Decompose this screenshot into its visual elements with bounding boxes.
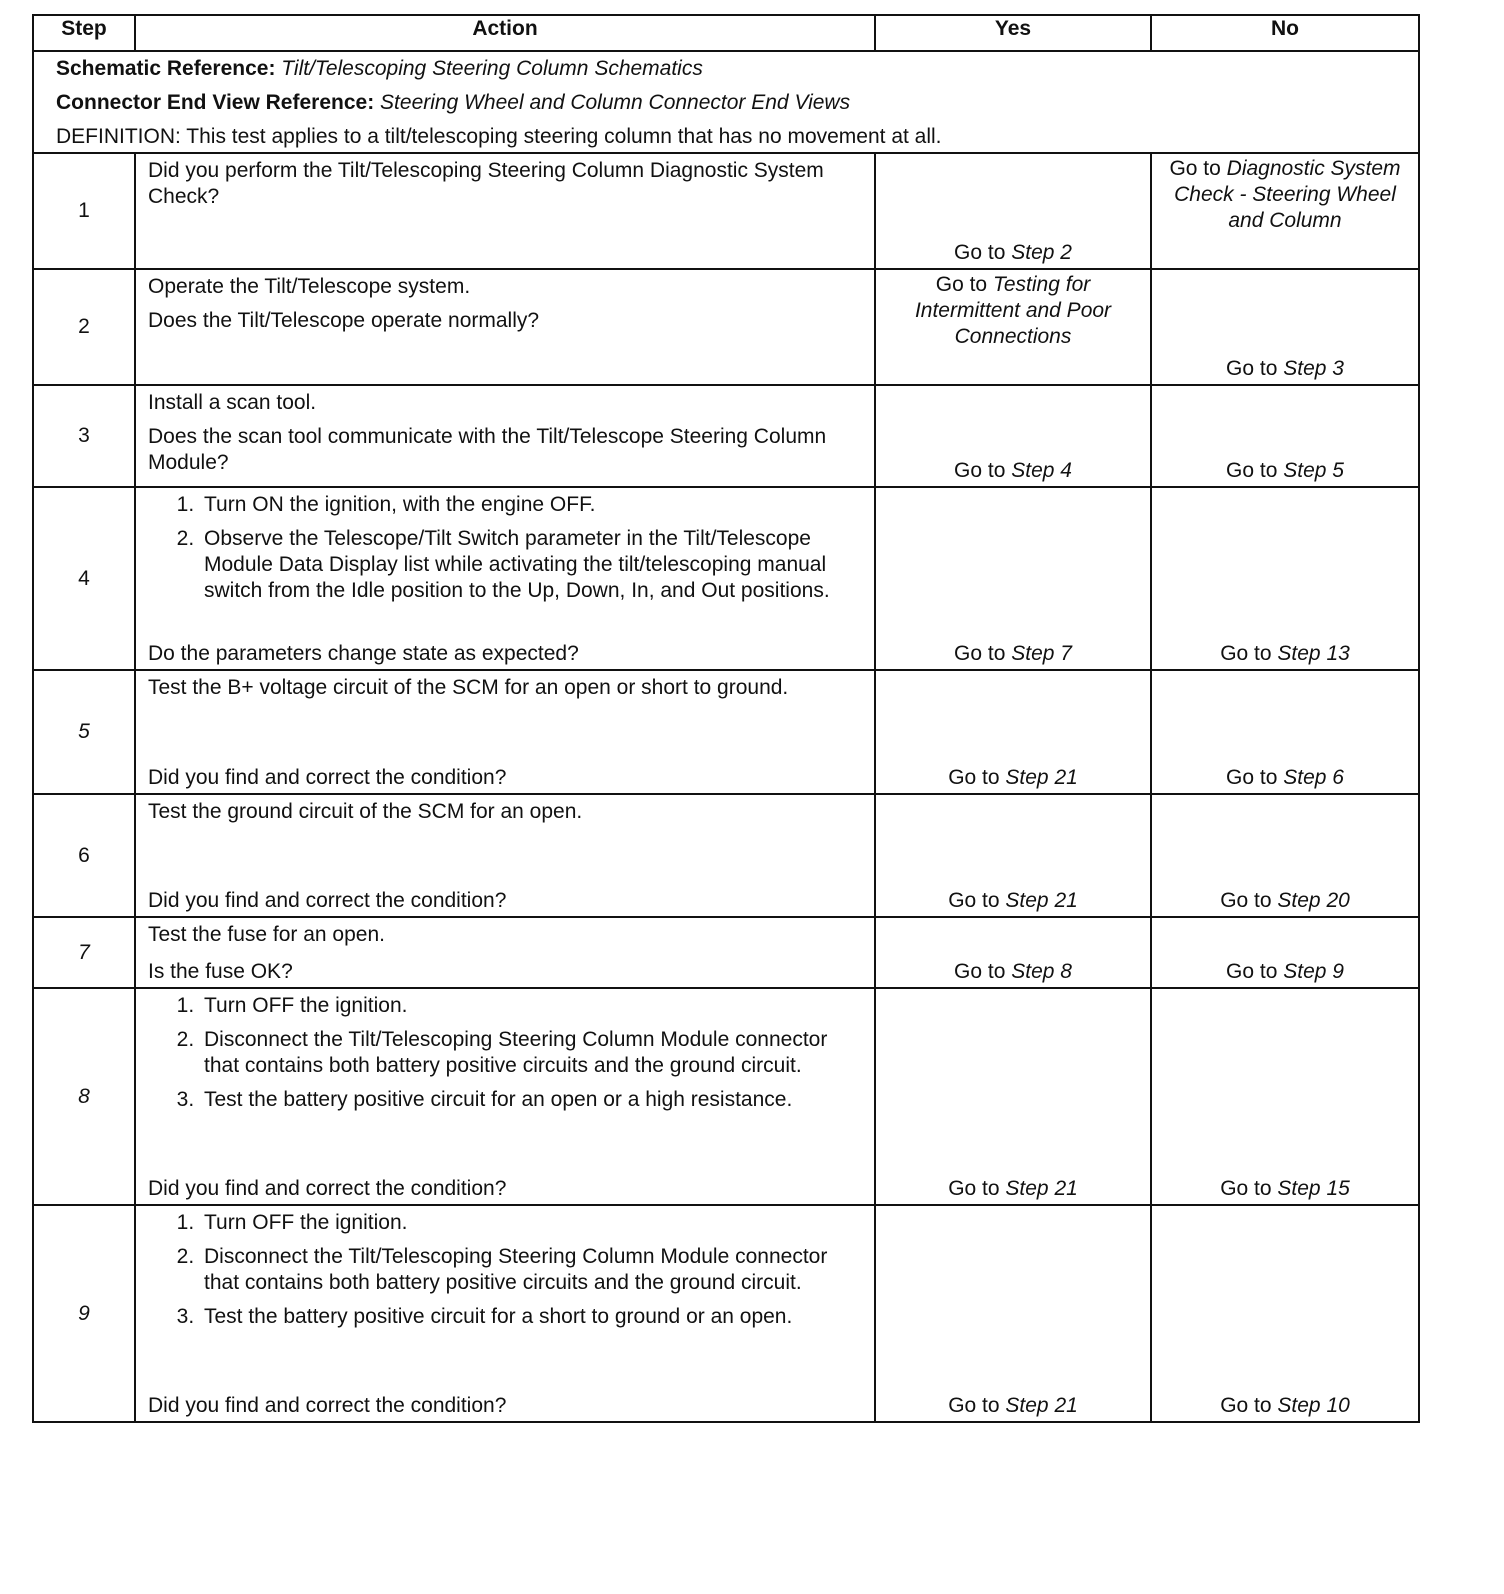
action-question: Did you find and correct the condition? <box>148 889 507 912</box>
goto-link[interactable]: Step 21 <box>1005 766 1078 789</box>
step-number: 7 <box>33 917 135 988</box>
goto-prefix: Go to <box>954 960 1006 983</box>
table-row <box>33 153 1419 269</box>
goto-link[interactable]: Step 21 <box>1005 1394 1078 1417</box>
goto-prefix: Go to <box>948 1394 1000 1417</box>
goto-link[interactable]: Step 4 <box>1011 459 1072 482</box>
action-question: Do the parameters change state as expected? <box>148 642 579 665</box>
action-step: 1. Turn OFF the ignition. <box>200 1210 864 1236</box>
action-content <box>148 922 864 985</box>
action-step: 2. Observe the Telescope/Tilt Switch parameter in the Tilt/Telescope Module Data Display list while activating the tilt/telescoping manual switch from the Idle position to the Up, Down, In, and Out positions. <box>200 526 864 604</box>
action-cell <box>135 988 875 1205</box>
header-row <box>33 15 1419 51</box>
action-content <box>148 799 864 914</box>
goto-link[interactable]: Step 9 <box>1283 960 1344 983</box>
yes-cell <box>875 670 1151 794</box>
goto-prefix: Go to <box>1220 642 1272 665</box>
table-row <box>33 1205 1419 1422</box>
action-question: Is the fuse OK? <box>148 960 293 983</box>
table-row <box>33 917 1419 988</box>
action-cell <box>135 153 875 269</box>
yes-cell <box>875 917 1151 988</box>
no-cell <box>1151 269 1419 385</box>
action-cell <box>135 1205 875 1422</box>
goto-prefix: Go to <box>1226 960 1278 983</box>
table-row <box>33 988 1419 1205</box>
action-step: 1. Turn ON the ignition, with the engine OFF. <box>200 492 864 518</box>
reference-cell <box>33 51 1419 153</box>
goto-prefix: Go to <box>1226 459 1278 482</box>
header-step: Step <box>33 15 135 51</box>
no-cell <box>1151 794 1419 917</box>
goto-link[interactable]: Step 3 <box>1283 357 1344 380</box>
goto-prefix: Go to <box>1226 766 1278 789</box>
definition: DEFINITION: This test applies to a tilt/telescoping steering column that has no movement at all. <box>56 125 942 148</box>
header-no: No <box>1151 15 1419 51</box>
connector-reference-link[interactable]: Steering Wheel and Column Connector End Views <box>380 91 851 114</box>
no-cell <box>1151 153 1419 269</box>
action-text: Operate the Tilt/Telescope system. <box>148 275 471 298</box>
header-yes: Yes <box>875 15 1151 51</box>
action-step: 1. Turn OFF the ignition. <box>200 993 864 1019</box>
yes-cell <box>875 487 1151 670</box>
action-content <box>148 390 864 484</box>
step-number: 6 <box>33 794 135 917</box>
action-step: 2. Disconnect the Tilt/Telescoping Steering Column Module connector that contains both battery positive circuits and the ground circuit. <box>200 1027 864 1079</box>
goto-prefix: Go to <box>954 241 1006 264</box>
goto-prefix: Go to <box>1226 357 1278 380</box>
action-content <box>148 1210 864 1419</box>
action-content <box>148 274 864 382</box>
table-row <box>33 487 1419 670</box>
action-text: Install a scan tool. <box>148 391 317 414</box>
step-number: 9 <box>33 1205 135 1422</box>
goto-link[interactable]: Step 10 <box>1277 1394 1350 1417</box>
goto-link[interactable]: Testing for Intermittent and Poor Connections <box>914 273 1112 348</box>
goto-link[interactable]: Step 2 <box>1011 241 1072 264</box>
schematic-reference <box>56 56 1398 82</box>
action-question: Did you find and correct the condition? <box>148 766 507 789</box>
goto-prefix: Go to <box>1220 889 1272 912</box>
step-number: 1 <box>33 153 135 269</box>
action-text: Did you perform the Tilt/Telescoping Steering Column Diagnostic System Check? <box>148 159 824 208</box>
goto-prefix: Go to <box>1220 1177 1272 1200</box>
no-cell <box>1151 917 1419 988</box>
action-content <box>148 158 864 266</box>
action-text: Test the B+ voltage circuit of the SCM for an open or short to ground. <box>148 676 789 699</box>
action-steps-list <box>148 1210 864 1338</box>
action-text: Test the ground circuit of the SCM for an open. <box>148 800 583 823</box>
table-row <box>33 269 1419 385</box>
yes-cell <box>875 153 1151 269</box>
diagnostic-table <box>32 14 1420 1423</box>
table-row <box>33 385 1419 487</box>
table-row <box>33 794 1419 917</box>
goto-link[interactable]: Step 21 <box>1005 889 1078 912</box>
action-cell <box>135 670 875 794</box>
step-number: 4 <box>33 487 135 670</box>
action-content <box>148 492 864 667</box>
no-cell <box>1151 670 1419 794</box>
goto-prefix: Go to <box>948 1177 1000 1200</box>
step-number: 3 <box>33 385 135 487</box>
step-number: 2 <box>33 269 135 385</box>
action-cell <box>135 917 875 988</box>
connector-reference-label: Connector End View Reference: <box>56 91 375 114</box>
goto-link[interactable]: Step 20 <box>1277 889 1350 912</box>
action-step: 3. Test the battery positive circuit for a short to ground or an open. <box>200 1304 864 1330</box>
schematic-reference-link[interactable]: Tilt/Telescoping Steering Column Schematics <box>281 57 703 80</box>
no-cell <box>1151 1205 1419 1422</box>
action-content <box>148 993 864 1202</box>
action-text: Does the scan tool communicate with the Tilt/Telescope Steering Column Module? <box>148 425 827 474</box>
goto-link[interactable]: Diagnostic System Check - Steering Wheel and Column <box>1174 157 1401 232</box>
yes-cell <box>875 794 1151 917</box>
action-steps-list <box>148 492 864 612</box>
no-cell <box>1151 988 1419 1205</box>
action-steps-list <box>148 993 864 1121</box>
goto-prefix: Go to <box>948 766 1000 789</box>
action-cell <box>135 385 875 487</box>
step-number: 8 <box>33 988 135 1205</box>
goto-link[interactable]: Step 21 <box>1005 1177 1078 1200</box>
action-step: 2. Disconnect the Tilt/Telescoping Steering Column Module connector that contains both battery positive circuits and the ground circuit. <box>200 1244 864 1296</box>
action-text: Does the Tilt/Telescope operate normally? <box>148 309 540 332</box>
table-row <box>33 670 1419 794</box>
goto-link[interactable]: Step 13 <box>1277 642 1350 665</box>
goto-prefix: Go to <box>1220 1394 1272 1417</box>
goto-prefix: Go to <box>935 273 988 296</box>
schematic-reference-label: Schematic Reference: <box>56 57 276 80</box>
action-question: Did you find and correct the condition? <box>148 1177 507 1200</box>
action-question: Did you find and correct the condition? <box>148 1394 507 1417</box>
step-number: 5 <box>33 670 135 794</box>
goto-prefix: Go to <box>948 889 1000 912</box>
yes-cell <box>875 269 1151 385</box>
action-cell <box>135 487 875 670</box>
yes-cell <box>875 1205 1151 1422</box>
goto-prefix: Go to <box>954 642 1006 665</box>
goto-link[interactable]: Step 15 <box>1277 1177 1350 1200</box>
action-cell <box>135 269 875 385</box>
no-cell <box>1151 487 1419 670</box>
header-action: Action <box>135 15 875 51</box>
yes-cell <box>875 385 1151 487</box>
goto-prefix: Go to <box>954 459 1006 482</box>
reference-row <box>33 51 1419 153</box>
connector-reference <box>56 90 1398 116</box>
goto-prefix: Go to <box>1169 157 1221 180</box>
no-cell <box>1151 385 1419 487</box>
action-step: 3. Test the battery positive circuit for an open or a high resistance. <box>200 1087 864 1113</box>
yes-cell <box>875 988 1151 1205</box>
goto-link[interactable]: Step 7 <box>1011 642 1072 665</box>
action-cell <box>135 794 875 917</box>
goto-link[interactable]: Step 5 <box>1283 459 1344 482</box>
goto-link[interactable]: Step 6 <box>1283 766 1344 789</box>
action-text: Test the fuse for an open. <box>148 923 385 946</box>
goto-link[interactable]: Step 8 <box>1011 960 1072 983</box>
action-content <box>148 675 864 791</box>
